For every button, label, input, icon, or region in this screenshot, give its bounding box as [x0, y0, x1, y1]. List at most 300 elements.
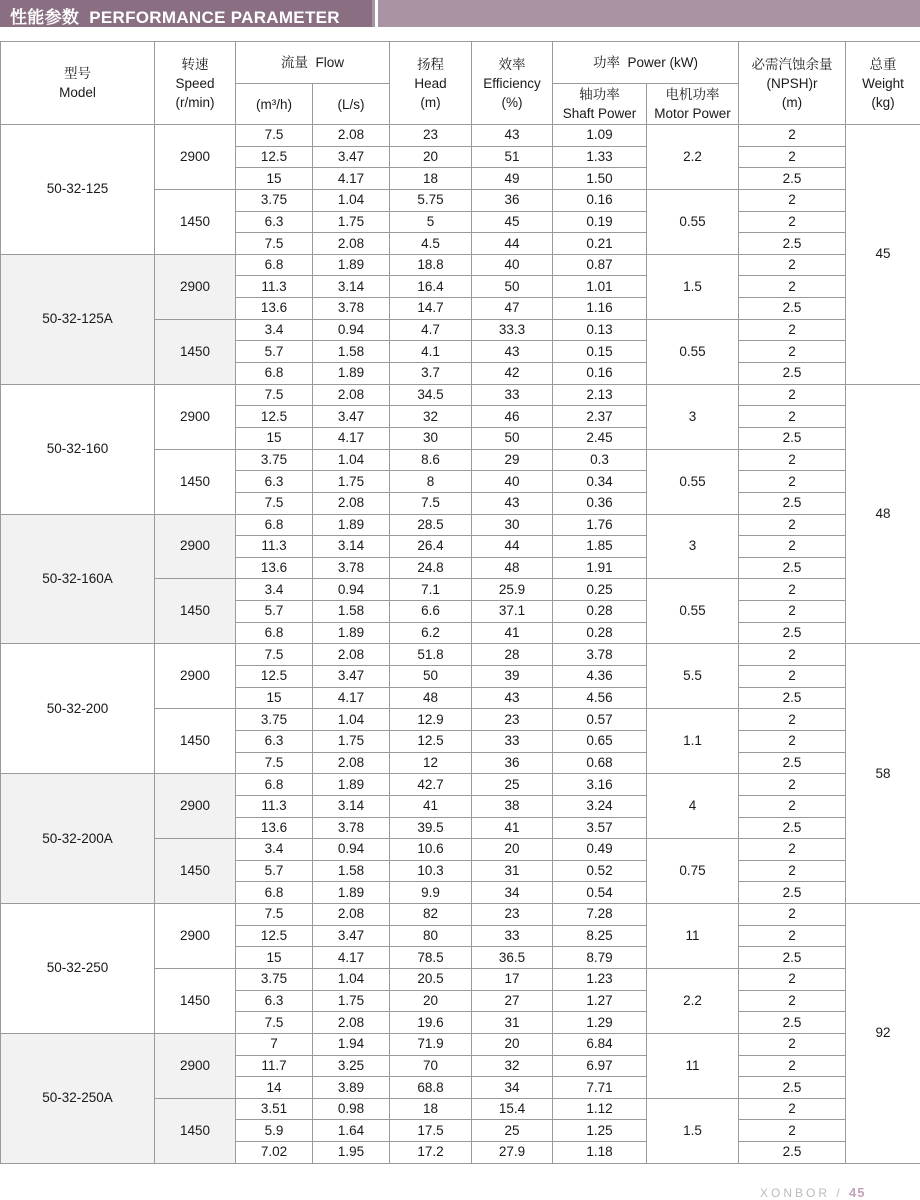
flow-m3h-cell: 7.5 — [236, 384, 313, 406]
npsh-cell: 2.5 — [739, 882, 846, 904]
table-row — [1, 254, 920, 276]
efficiency-cell: 41 — [472, 817, 553, 839]
header-npsh: 必需汽蚀余量 (NPSH)r (m) — [739, 42, 846, 125]
weight-cell: 92 — [846, 904, 920, 1164]
flow-ls-cell: 3.47 — [313, 406, 390, 428]
shaft-power-cell: 0.13 — [553, 319, 647, 341]
flow-m3h-cell: 6.3 — [236, 990, 313, 1012]
model-cell: 50-32-160A — [1, 514, 155, 644]
head-cell: 17.2 — [390, 1142, 472, 1164]
npsh-cell: 2 — [739, 925, 846, 947]
efficiency-cell: 39 — [472, 666, 553, 688]
npsh-cell: 2 — [739, 211, 846, 233]
efficiency-cell: 34 — [472, 882, 553, 904]
motor-power-cell: 3 — [647, 514, 739, 579]
flow-m3h-cell: 7.5 — [236, 644, 313, 666]
shaft-power-cell: 0.52 — [553, 860, 647, 882]
npsh-cell: 2 — [739, 189, 846, 211]
npsh-cell: 2 — [739, 968, 846, 990]
shaft-power-cell: 1.50 — [553, 168, 647, 190]
shaft-power-cell: 1.76 — [553, 514, 647, 536]
table-row — [1, 514, 920, 536]
flow-ls-cell: 3.47 — [313, 146, 390, 168]
head-cell: 19.6 — [390, 1012, 472, 1034]
speed-cell: 2900 — [155, 254, 236, 319]
efficiency-cell: 33 — [472, 384, 553, 406]
motor-power-cell: 1.5 — [647, 1098, 739, 1163]
npsh-cell: 2 — [739, 449, 846, 471]
shaft-power-cell: 0.54 — [553, 882, 647, 904]
flow-m3h-cell: 3.4 — [236, 839, 313, 861]
head-cell: 10.3 — [390, 860, 472, 882]
speed-cell: 2900 — [155, 904, 236, 969]
npsh-cell: 2 — [739, 839, 846, 861]
header-power: 功率 Power (kW) — [553, 42, 739, 84]
npsh-cell: 2 — [739, 709, 846, 731]
motor-power-cell: 0.55 — [647, 189, 739, 254]
shaft-power-cell: 0.21 — [553, 233, 647, 255]
speed-cell: 2900 — [155, 1033, 236, 1098]
flow-ls-cell: 1.75 — [313, 471, 390, 493]
head-cell: 39.5 — [390, 817, 472, 839]
speed-cell: 1450 — [155, 319, 236, 384]
flow-m3h-cell: 6.3 — [236, 211, 313, 233]
npsh-cell: 2.5 — [739, 622, 846, 644]
speed-cell: 1450 — [155, 709, 236, 774]
head-cell: 23 — [390, 125, 472, 147]
flow-ls-cell: 1.75 — [313, 990, 390, 1012]
flow-m3h-cell: 7 — [236, 1033, 313, 1055]
flow-ls-cell: 1.89 — [313, 882, 390, 904]
head-cell: 70 — [390, 1055, 472, 1077]
flow-ls-cell: 3.47 — [313, 925, 390, 947]
motor-power-cell: 4 — [647, 774, 739, 839]
table-row — [1, 644, 920, 666]
flow-ls-cell: 3.14 — [313, 276, 390, 298]
head-cell: 28.5 — [390, 514, 472, 536]
efficiency-cell: 43 — [472, 341, 553, 363]
efficiency-cell: 41 — [472, 622, 553, 644]
shaft-power-cell: 1.16 — [553, 298, 647, 320]
npsh-cell: 2 — [739, 384, 846, 406]
speed-cell: 2900 — [155, 644, 236, 709]
shaft-power-cell: 0.87 — [553, 254, 647, 276]
efficiency-cell: 38 — [472, 795, 553, 817]
flow-m3h-cell: 7.5 — [236, 125, 313, 147]
npsh-cell: 2.5 — [739, 752, 846, 774]
flow-m3h-cell: 3.75 — [236, 189, 313, 211]
shaft-power-cell: 1.91 — [553, 557, 647, 579]
flow-m3h-cell: 11.3 — [236, 276, 313, 298]
model-cell: 50-32-125A — [1, 254, 155, 384]
efficiency-cell: 49 — [472, 168, 553, 190]
efficiency-cell: 23 — [472, 904, 553, 926]
head-cell: 18.8 — [390, 254, 472, 276]
shaft-power-cell: 1.01 — [553, 276, 647, 298]
efficiency-cell: 25.9 — [472, 579, 553, 601]
flow-m3h-cell: 7.5 — [236, 233, 313, 255]
head-cell: 9.9 — [390, 882, 472, 904]
model-cell: 50-32-250A — [1, 1033, 155, 1163]
shaft-power-cell: 3.78 — [553, 644, 647, 666]
npsh-cell: 2 — [739, 601, 846, 623]
shaft-power-cell: 4.36 — [553, 666, 647, 688]
motor-power-cell: 5.5 — [647, 644, 739, 709]
head-cell: 42.7 — [390, 774, 472, 796]
flow-ls-cell: 3.78 — [313, 557, 390, 579]
npsh-cell: 2 — [739, 666, 846, 688]
efficiency-cell: 31 — [472, 1012, 553, 1034]
head-cell: 7.1 — [390, 579, 472, 601]
model-cell: 50-32-200 — [1, 644, 155, 774]
flow-m3h-cell: 6.8 — [236, 363, 313, 385]
shaft-power-cell: 1.25 — [553, 1120, 647, 1142]
flow-ls-cell: 3.14 — [313, 795, 390, 817]
header-weight: 总重 Weight (kg) — [846, 42, 920, 125]
motor-power-cell: 1.5 — [647, 254, 739, 319]
motor-power-cell: 11 — [647, 904, 739, 969]
flow-ls-cell: 2.08 — [313, 233, 390, 255]
flow-m3h-cell: 13.6 — [236, 817, 313, 839]
page-title-cn: 性能参数 — [10, 8, 79, 27]
npsh-cell: 2.5 — [739, 168, 846, 190]
npsh-cell: 2 — [739, 319, 846, 341]
flow-m3h-cell: 7.5 — [236, 492, 313, 514]
motor-power-cell: 1.1 — [647, 709, 739, 774]
table-row — [1, 904, 920, 926]
flow-m3h-cell: 6.8 — [236, 254, 313, 276]
head-cell: 34.5 — [390, 384, 472, 406]
footer-separator: / — [836, 1186, 842, 1200]
efficiency-cell: 17 — [472, 968, 553, 990]
flow-m3h-cell: 5.7 — [236, 341, 313, 363]
flow-ls-cell: 0.94 — [313, 839, 390, 861]
efficiency-cell: 36.5 — [472, 947, 553, 969]
flow-ls-cell: 4.17 — [313, 168, 390, 190]
efficiency-cell: 37.1 — [472, 601, 553, 623]
efficiency-cell: 23 — [472, 709, 553, 731]
shaft-power-cell: 7.28 — [553, 904, 647, 926]
header-speed: 转速 Speed (r/min) — [155, 42, 236, 125]
header-flow-ls: (L/s) — [313, 84, 390, 125]
shaft-power-cell: 0.25 — [553, 579, 647, 601]
flow-ls-cell: 2.08 — [313, 492, 390, 514]
head-cell: 78.5 — [390, 947, 472, 969]
flow-ls-cell: 1.89 — [313, 774, 390, 796]
head-cell: 6.2 — [390, 622, 472, 644]
efficiency-cell: 47 — [472, 298, 553, 320]
head-cell: 51.8 — [390, 644, 472, 666]
npsh-cell: 2 — [739, 904, 846, 926]
efficiency-cell: 20 — [472, 1033, 553, 1055]
flow-ls-cell: 1.58 — [313, 601, 390, 623]
npsh-cell: 2 — [739, 514, 846, 536]
head-cell: 41 — [390, 795, 472, 817]
shaft-power-cell: 4.56 — [553, 687, 647, 709]
flow-m3h-cell: 14 — [236, 1077, 313, 1099]
head-cell: 4.1 — [390, 341, 472, 363]
efficiency-cell: 46 — [472, 406, 553, 428]
efficiency-cell: 25 — [472, 1120, 553, 1142]
shaft-power-cell: 8.25 — [553, 925, 647, 947]
speed-cell: 1450 — [155, 579, 236, 644]
efficiency-cell: 27 — [472, 990, 553, 1012]
npsh-cell: 2 — [739, 254, 846, 276]
head-cell: 30 — [390, 427, 472, 449]
efficiency-cell: 36 — [472, 752, 553, 774]
head-cell: 5 — [390, 211, 472, 233]
npsh-cell: 2 — [739, 406, 846, 428]
npsh-cell: 2 — [739, 644, 846, 666]
flow-ls-cell: 0.94 — [313, 579, 390, 601]
header-motor-power: 电机功率 Motor Power — [647, 84, 739, 125]
motor-power-cell: 3 — [647, 384, 739, 449]
motor-power-cell: 2.2 — [647, 125, 739, 190]
flow-m3h-cell: 3.4 — [236, 319, 313, 341]
efficiency-cell: 51 — [472, 146, 553, 168]
flow-ls-cell: 1.04 — [313, 189, 390, 211]
model-cell: 50-32-250 — [1, 904, 155, 1034]
shaft-power-cell: 2.45 — [553, 427, 647, 449]
table-row — [1, 774, 920, 796]
head-cell: 18 — [390, 168, 472, 190]
head-cell: 8.6 — [390, 449, 472, 471]
flow-ls-cell: 2.08 — [313, 384, 390, 406]
flow-m3h-cell: 11.3 — [236, 795, 313, 817]
efficiency-cell: 43 — [472, 125, 553, 147]
npsh-cell: 2.5 — [739, 947, 846, 969]
npsh-cell: 2 — [739, 860, 846, 882]
flow-m3h-cell: 6.8 — [236, 514, 313, 536]
efficiency-cell: 42 — [472, 363, 553, 385]
model-cell: 50-32-160 — [1, 384, 155, 514]
flow-m3h-cell: 11.7 — [236, 1055, 313, 1077]
head-cell: 68.8 — [390, 1077, 472, 1099]
head-cell: 20 — [390, 990, 472, 1012]
flow-ls-cell: 1.64 — [313, 1120, 390, 1142]
head-cell: 6.6 — [390, 601, 472, 623]
shaft-power-cell: 0.65 — [553, 730, 647, 752]
speed-cell: 2900 — [155, 514, 236, 579]
efficiency-cell: 48 — [472, 557, 553, 579]
flow-ls-cell: 2.08 — [313, 644, 390, 666]
flow-ls-cell: 3.47 — [313, 666, 390, 688]
shaft-power-cell: 1.18 — [553, 1142, 647, 1164]
npsh-cell: 2 — [739, 276, 846, 298]
flow-ls-cell: 3.78 — [313, 817, 390, 839]
head-cell: 12 — [390, 752, 472, 774]
npsh-cell: 2.5 — [739, 492, 846, 514]
efficiency-cell: 40 — [472, 471, 553, 493]
shaft-power-cell: 7.71 — [553, 1077, 647, 1099]
table-row — [1, 384, 920, 406]
head-cell: 14.7 — [390, 298, 472, 320]
efficiency-cell: 44 — [472, 536, 553, 558]
brand-name: XONBOR — [760, 1186, 830, 1200]
npsh-cell: 2 — [739, 1098, 846, 1120]
motor-power-cell: 0.55 — [647, 319, 739, 384]
npsh-cell: 2 — [739, 579, 846, 601]
shaft-power-cell: 0.28 — [553, 601, 647, 623]
efficiency-cell: 15.4 — [472, 1098, 553, 1120]
npsh-cell: 2 — [739, 125, 846, 147]
shaft-power-cell: 1.27 — [553, 990, 647, 1012]
flow-m3h-cell: 12.5 — [236, 146, 313, 168]
shaft-power-cell: 1.29 — [553, 1012, 647, 1034]
speed-cell: 1450 — [155, 449, 236, 514]
head-cell: 24.8 — [390, 557, 472, 579]
flow-m3h-cell: 12.5 — [236, 406, 313, 428]
weight-cell: 58 — [846, 644, 920, 904]
shaft-power-cell: 0.3 — [553, 449, 647, 471]
head-cell: 16.4 — [390, 276, 472, 298]
head-cell: 17.5 — [390, 1120, 472, 1142]
npsh-cell: 2.5 — [739, 687, 846, 709]
head-cell: 10.6 — [390, 839, 472, 861]
page-title-en: PERFORMANCE PARAMETER — [89, 8, 340, 27]
header-shaft-power: 轴功率 Shaft Power — [553, 84, 647, 125]
flow-ls-cell: 2.08 — [313, 904, 390, 926]
flow-m3h-cell: 3.51 — [236, 1098, 313, 1120]
motor-power-cell: 0.55 — [647, 449, 739, 514]
flow-ls-cell: 0.98 — [313, 1098, 390, 1120]
flow-ls-cell: 1.58 — [313, 341, 390, 363]
efficiency-cell: 33.3 — [472, 319, 553, 341]
shaft-power-cell: 0.49 — [553, 839, 647, 861]
shaft-power-cell: 2.37 — [553, 406, 647, 428]
flow-m3h-cell: 3.75 — [236, 449, 313, 471]
efficiency-cell: 25 — [472, 774, 553, 796]
motor-power-cell: 0.55 — [647, 579, 739, 644]
npsh-cell: 2.5 — [739, 1077, 846, 1099]
efficiency-cell: 32 — [472, 1055, 553, 1077]
efficiency-cell: 28 — [472, 644, 553, 666]
flow-ls-cell: 1.94 — [313, 1033, 390, 1055]
flow-ls-cell: 4.17 — [313, 687, 390, 709]
flow-ls-cell: 3.14 — [313, 536, 390, 558]
flow-ls-cell: 1.89 — [313, 363, 390, 385]
speed-cell: 1450 — [155, 189, 236, 254]
shaft-power-cell: 3.16 — [553, 774, 647, 796]
flow-m3h-cell: 7.5 — [236, 752, 313, 774]
npsh-cell: 2 — [739, 1120, 846, 1142]
flow-m3h-cell: 6.3 — [236, 730, 313, 752]
head-cell: 5.75 — [390, 189, 472, 211]
npsh-cell: 2 — [739, 990, 846, 1012]
flow-ls-cell: 1.95 — [313, 1142, 390, 1164]
shaft-power-cell: 0.16 — [553, 189, 647, 211]
efficiency-cell: 50 — [472, 276, 553, 298]
flow-m3h-cell: 3.4 — [236, 579, 313, 601]
flow-m3h-cell: 13.6 — [236, 298, 313, 320]
efficiency-cell: 43 — [472, 687, 553, 709]
efficiency-cell: 33 — [472, 730, 553, 752]
head-cell: 32 — [390, 406, 472, 428]
motor-power-cell: 0.75 — [647, 839, 739, 904]
flow-ls-cell: 1.89 — [313, 622, 390, 644]
head-cell: 80 — [390, 925, 472, 947]
npsh-cell: 2.5 — [739, 363, 846, 385]
motor-power-cell: 11 — [647, 1033, 739, 1098]
speed-cell: 2900 — [155, 125, 236, 190]
head-cell: 20 — [390, 146, 472, 168]
flow-m3h-cell: 15 — [236, 947, 313, 969]
flow-m3h-cell: 6.8 — [236, 882, 313, 904]
npsh-cell: 2 — [739, 1055, 846, 1077]
shaft-power-cell: 0.68 — [553, 752, 647, 774]
header-flow-m3h: (m³/h) — [236, 84, 313, 125]
efficiency-cell: 33 — [472, 925, 553, 947]
npsh-cell: 2.5 — [739, 1012, 846, 1034]
efficiency-cell: 30 — [472, 514, 553, 536]
shaft-power-cell: 1.09 — [553, 125, 647, 147]
npsh-cell: 2 — [739, 774, 846, 796]
header-efficiency: 效率 Efficiency (%) — [472, 42, 553, 125]
shaft-power-cell: 0.19 — [553, 211, 647, 233]
head-cell: 3.7 — [390, 363, 472, 385]
head-cell: 12.9 — [390, 709, 472, 731]
speed-cell: 2900 — [155, 774, 236, 839]
shaft-power-cell: 6.84 — [553, 1033, 647, 1055]
performance-table — [0, 41, 920, 1164]
efficiency-cell: 44 — [472, 233, 553, 255]
flow-m3h-cell: 6.8 — [236, 622, 313, 644]
model-cell: 50-32-125 — [1, 125, 155, 255]
head-cell: 71.9 — [390, 1033, 472, 1055]
table-row — [1, 1033, 920, 1055]
head-cell: 4.5 — [390, 233, 472, 255]
flow-ls-cell: 4.17 — [313, 427, 390, 449]
flow-m3h-cell: 5.9 — [236, 1120, 313, 1142]
flow-ls-cell: 1.58 — [313, 860, 390, 882]
header-model: 型号 Model — [1, 42, 155, 125]
flow-ls-cell: 1.89 — [313, 514, 390, 536]
header-head: 扬程 Head (m) — [390, 42, 472, 125]
head-cell: 26.4 — [390, 536, 472, 558]
page-footer — [760, 1185, 866, 1200]
speed-cell: 1450 — [155, 1098, 236, 1163]
efficiency-cell: 43 — [472, 492, 553, 514]
npsh-cell: 2 — [739, 795, 846, 817]
shaft-power-cell: 0.15 — [553, 341, 647, 363]
page-number: 45 — [849, 1185, 865, 1200]
efficiency-cell: 50 — [472, 427, 553, 449]
table-row — [1, 125, 920, 147]
shaft-power-cell: 8.79 — [553, 947, 647, 969]
efficiency-cell: 36 — [472, 189, 553, 211]
flow-ls-cell: 4.17 — [313, 947, 390, 969]
shaft-power-cell: 3.57 — [553, 817, 647, 839]
flow-m3h-cell: 11.3 — [236, 536, 313, 558]
flow-ls-cell: 1.04 — [313, 709, 390, 731]
npsh-cell: 2 — [739, 471, 846, 493]
flow-m3h-cell: 15 — [236, 687, 313, 709]
flow-ls-cell: 1.75 — [313, 730, 390, 752]
npsh-cell: 2.5 — [739, 298, 846, 320]
flow-ls-cell: 1.75 — [313, 211, 390, 233]
flow-ls-cell: 2.08 — [313, 1012, 390, 1034]
shaft-power-cell: 2.13 — [553, 384, 647, 406]
shaft-power-cell: 1.85 — [553, 536, 647, 558]
flow-m3h-cell: 5.7 — [236, 860, 313, 882]
flow-m3h-cell: 12.5 — [236, 925, 313, 947]
header-flow: 流量 Flow — [236, 42, 390, 84]
head-cell: 50 — [390, 666, 472, 688]
efficiency-cell: 34 — [472, 1077, 553, 1099]
flow-m3h-cell: 7.5 — [236, 904, 313, 926]
npsh-cell: 2 — [739, 536, 846, 558]
npsh-cell: 2.5 — [739, 427, 846, 449]
